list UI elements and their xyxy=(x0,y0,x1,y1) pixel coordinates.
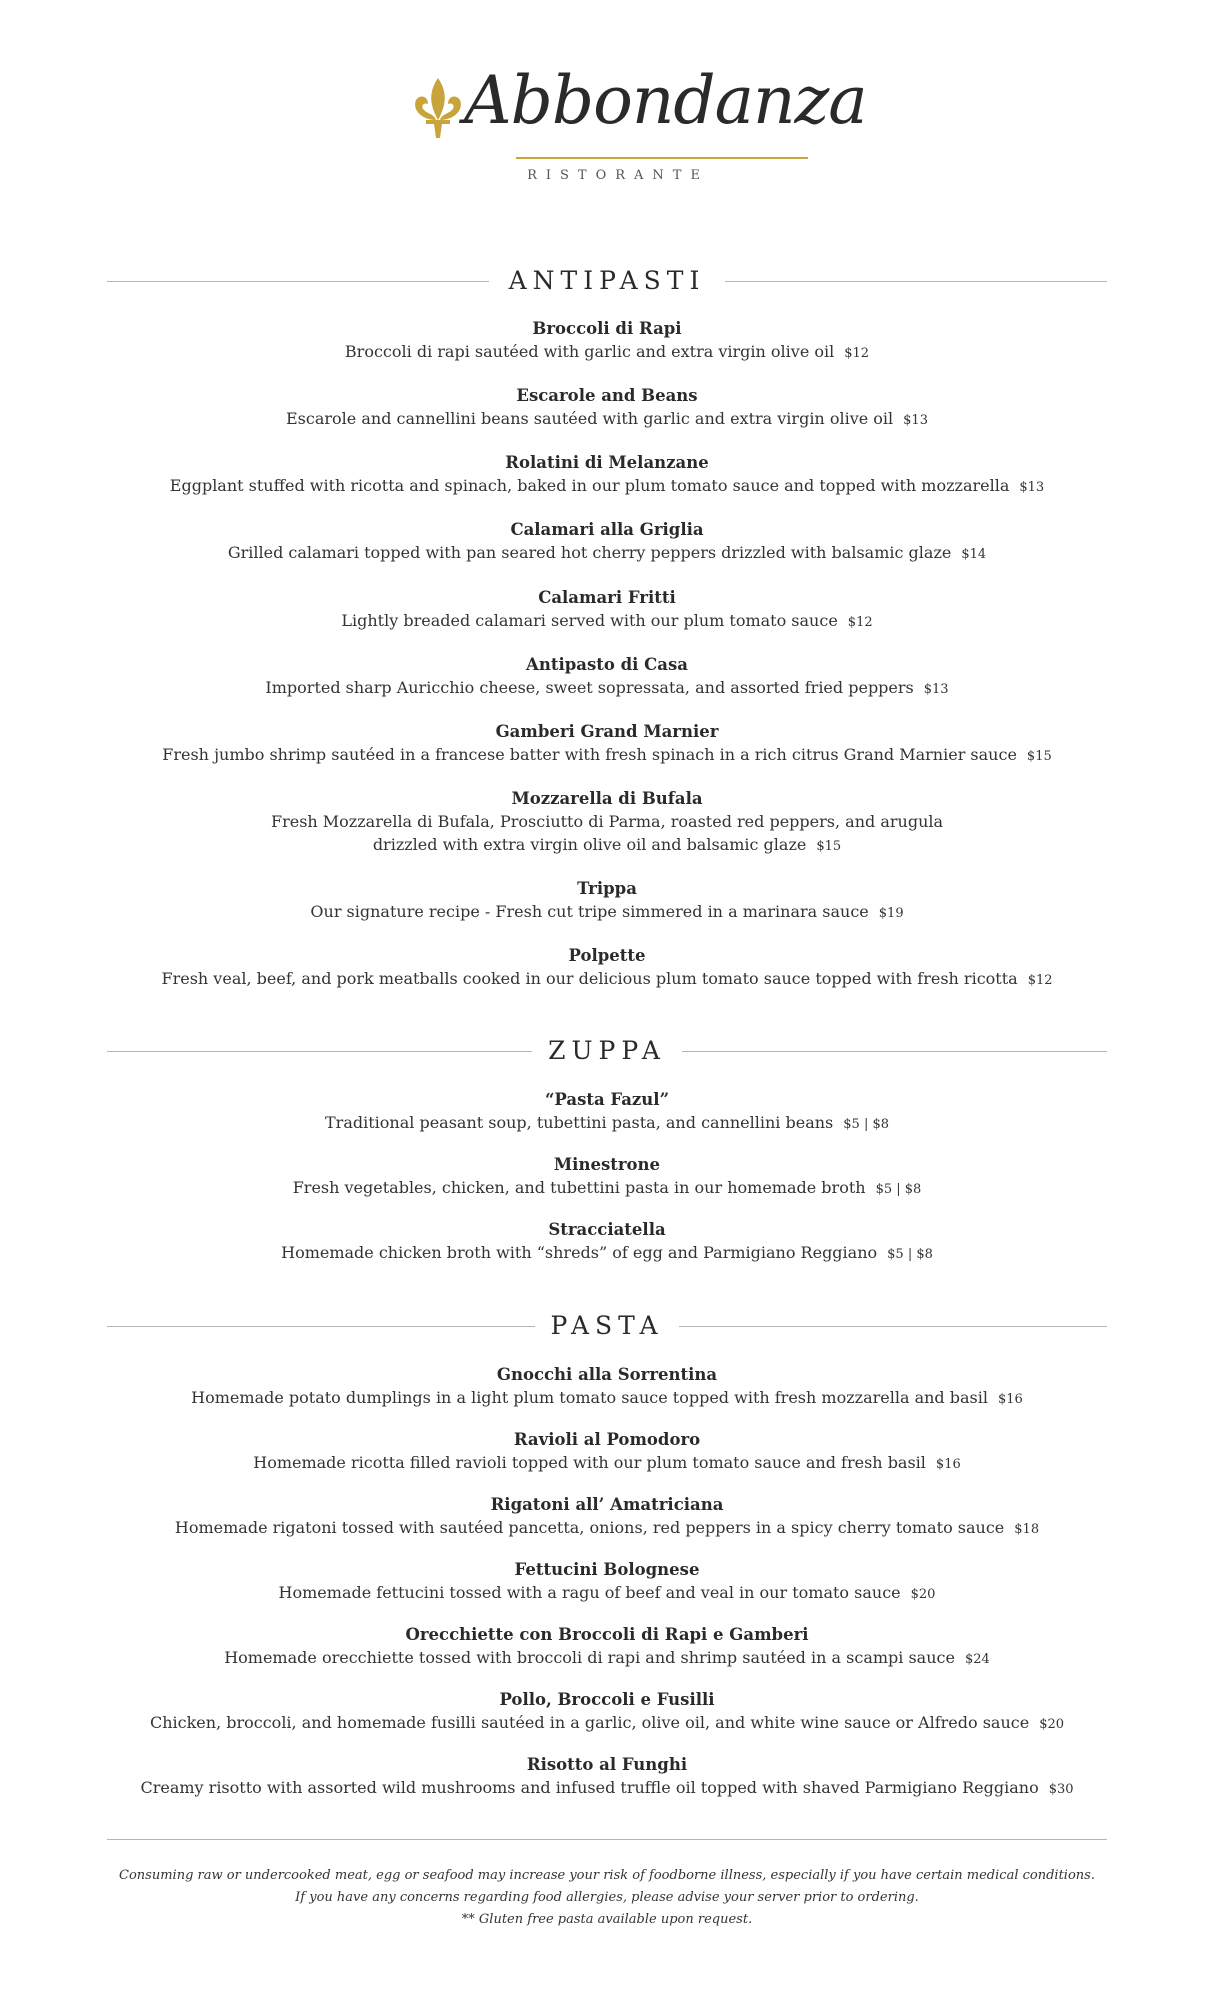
item-name: Mozzarella di Bufala xyxy=(511,789,703,808)
item-price: $24 xyxy=(964,1652,990,1667)
menu-item xyxy=(0,1429,1214,1476)
item-description: Homemade orecchiette tossed with broccoli di rapi and shrimp sautéed in a scampi sauce xyxy=(224,1648,955,1667)
item-description: Homemade potato dumplings in a light plum tomato sauce topped with fresh mozzarella and basil xyxy=(191,1388,988,1407)
item-description: Homemade ricotta filled ravioli topped with our plum tomato sauce and fresh basil xyxy=(253,1453,926,1472)
item-name: Gamberi Grand Marnier xyxy=(495,722,719,741)
item-price: $30 xyxy=(1048,1782,1074,1797)
item-price: $19 xyxy=(878,906,904,921)
item-name: Rigatoni all’ Amatriciana xyxy=(490,1495,724,1514)
menu-item xyxy=(0,654,1214,701)
item-description: Broccoli di rapi sautéed with garlic and extra virgin olive oil xyxy=(344,342,835,361)
item-price: $5 | $8 xyxy=(875,1182,922,1197)
item-description: Escarole and cannellini beans sautéed with garlic and extra virgin olive oil xyxy=(286,409,894,428)
item-description: Eggplant stuffed with ricotta and spinach, baked in our plum tomato sauce and topped with mozzarella xyxy=(169,476,1010,495)
item-name: Antipasto di Casa xyxy=(526,655,688,674)
item-description: Imported sharp Auricchio cheese, sweet sopressata, and assorted fried peppers xyxy=(265,678,914,697)
section-heading-antipasti xyxy=(107,266,1107,296)
divider-line xyxy=(725,281,1107,282)
item-price: $20 xyxy=(910,1587,936,1602)
item-price: $20 xyxy=(1039,1717,1065,1732)
item-name: Trippa xyxy=(577,879,637,898)
menu-item xyxy=(0,878,1214,925)
allergy-notice: If you have any concerns regarding food allergies, please advise your server prior to ordering. xyxy=(295,1890,919,1905)
item-description: Homemade fettucini tossed with a ragu of beef and veal in our tomato sauce xyxy=(278,1583,901,1602)
menu-item xyxy=(0,721,1214,768)
item-description: Lightly breaded calamari served with our plum tomato sauce xyxy=(341,611,838,630)
item-description: Grilled calamari topped with pan seared hot cherry peppers drizzled with balsamic glaze xyxy=(227,543,952,562)
item-price: $14 xyxy=(961,547,987,562)
menu-item xyxy=(0,1559,1214,1606)
brand-name: Abbondanza xyxy=(464,62,867,139)
item-description: Fresh Mozzarella di Bufala, Prosciutto di Parma, roasted red peppers, and arugula xyxy=(270,812,944,831)
item-description: Our signature recipe - Fresh cut tripe simmered in a marinara sauce xyxy=(310,902,869,921)
item-description: Homemade rigatoni tossed with sautéed pancetta, onions, red peppers in a spicy cherry tomato sauce xyxy=(174,1518,1005,1537)
item-description: Fresh vegetables, chicken, and tubettini pasta in our homemade broth xyxy=(292,1178,866,1197)
menu-item xyxy=(0,1689,1214,1736)
item-description: Fresh veal, beef, and pork meatballs cooked in our delicious plum tomato sauce topped with fresh ricotta xyxy=(161,969,1018,988)
section-heading-zuppa xyxy=(107,1036,1107,1066)
item-price: $12 xyxy=(844,346,870,361)
item-name: Rolatini di Melanzane xyxy=(505,453,709,472)
section-title: PASTA xyxy=(550,1311,664,1340)
gluten-free-note: ** Gluten free pasta available upon request. xyxy=(461,1912,753,1927)
item-name: Escarole and Beans xyxy=(516,386,698,405)
item-description: Creamy risotto with assorted wild mushrooms and infused truffle oil topped with shaved Parmigiano Reggiano xyxy=(140,1778,1039,1797)
item-description: Homemade chicken broth with “shreds” of egg and Parmigiano Reggiano xyxy=(281,1243,878,1262)
menu-item xyxy=(0,587,1214,634)
item-name: Polpette xyxy=(568,946,646,965)
section-title: ZUPPA xyxy=(548,1036,666,1065)
item-name: Minestrone xyxy=(553,1155,661,1174)
item-price: $5 | $8 xyxy=(843,1117,889,1132)
item-price: $5 | $8 xyxy=(887,1247,933,1262)
divider-line xyxy=(682,1051,1107,1052)
restaurant-logo xyxy=(0,62,1214,192)
menu-item xyxy=(0,788,1214,858)
menu-item xyxy=(0,1754,1214,1801)
item-price: $16 xyxy=(997,1392,1023,1407)
item-name: Gnocchi alla Sorrentina xyxy=(496,1365,718,1384)
menu-item xyxy=(0,385,1214,432)
item-name: Pollo, Broccoli e Fusilli xyxy=(499,1690,715,1709)
item-description-line-2: drizzled with extra virgin olive oil and balsamic glaze xyxy=(372,835,807,854)
menu-item xyxy=(0,318,1214,365)
item-price: $15 xyxy=(816,839,842,854)
item-name: Fettucini Bolognese xyxy=(514,1560,700,1579)
menu-item xyxy=(0,1494,1214,1541)
item-name: Risotto al Funghi xyxy=(526,1755,688,1774)
menu-item xyxy=(0,1364,1214,1411)
item-price: $16 xyxy=(935,1457,961,1472)
section-heading-pasta xyxy=(107,1311,1107,1341)
item-description: Chicken, broccoli, and homemade fusilli sautéed in a garlic, olive oil, and white wine sauce or Alfredo sauce xyxy=(149,1713,1030,1732)
section-title: ANTIPASTI xyxy=(508,266,706,295)
menu-item xyxy=(0,945,1214,992)
fleur-de-lis-icon xyxy=(408,76,468,156)
item-price: $12 xyxy=(1027,973,1053,988)
brand-rule xyxy=(516,157,808,159)
food-safety-warning: Consuming raw or undercooked meat, egg or seafood may increase your risk of foodborne illness, especially if you have certain medical conditions. xyxy=(119,1868,1095,1883)
item-price: $15 xyxy=(1026,749,1052,764)
item-name: Ravioli al Pomodoro xyxy=(513,1430,701,1449)
item-description: Fresh jumbo shrimp sautéed in a francese batter with fresh spinach in a rich citrus Grand Marnier sauce xyxy=(162,745,1017,764)
footer-divider xyxy=(107,1839,1107,1840)
item-name: Calamari alla Griglia xyxy=(510,520,704,539)
menu-item xyxy=(0,1089,1214,1136)
item-name: Broccoli di Rapi xyxy=(532,319,682,338)
item-name: Stracciatella xyxy=(548,1220,666,1239)
item-price: $12 xyxy=(847,615,873,630)
item-price: $13 xyxy=(903,413,928,428)
item-description: Traditional peasant soup, tubettini pasta, and cannellini beans xyxy=(325,1113,834,1132)
item-name: Orecchiette con Broccoli di Rapi e Gamberi xyxy=(405,1625,809,1644)
brand-subtitle: RISTORANTE xyxy=(527,168,709,183)
item-name: “Pasta Fazul” xyxy=(544,1090,670,1109)
menu-item xyxy=(0,1624,1214,1671)
menu-item xyxy=(0,1219,1214,1266)
menu-item xyxy=(0,1154,1214,1201)
footer-notice xyxy=(0,1865,1214,1931)
menu-item xyxy=(0,452,1214,499)
menu-item xyxy=(0,519,1214,566)
divider-line xyxy=(679,1326,1107,1327)
item-price: $13 xyxy=(923,682,949,697)
item-name: Calamari Fritti xyxy=(538,588,676,607)
item-price: $18 xyxy=(1014,1522,1040,1537)
item-price: $13 xyxy=(1019,480,1045,495)
